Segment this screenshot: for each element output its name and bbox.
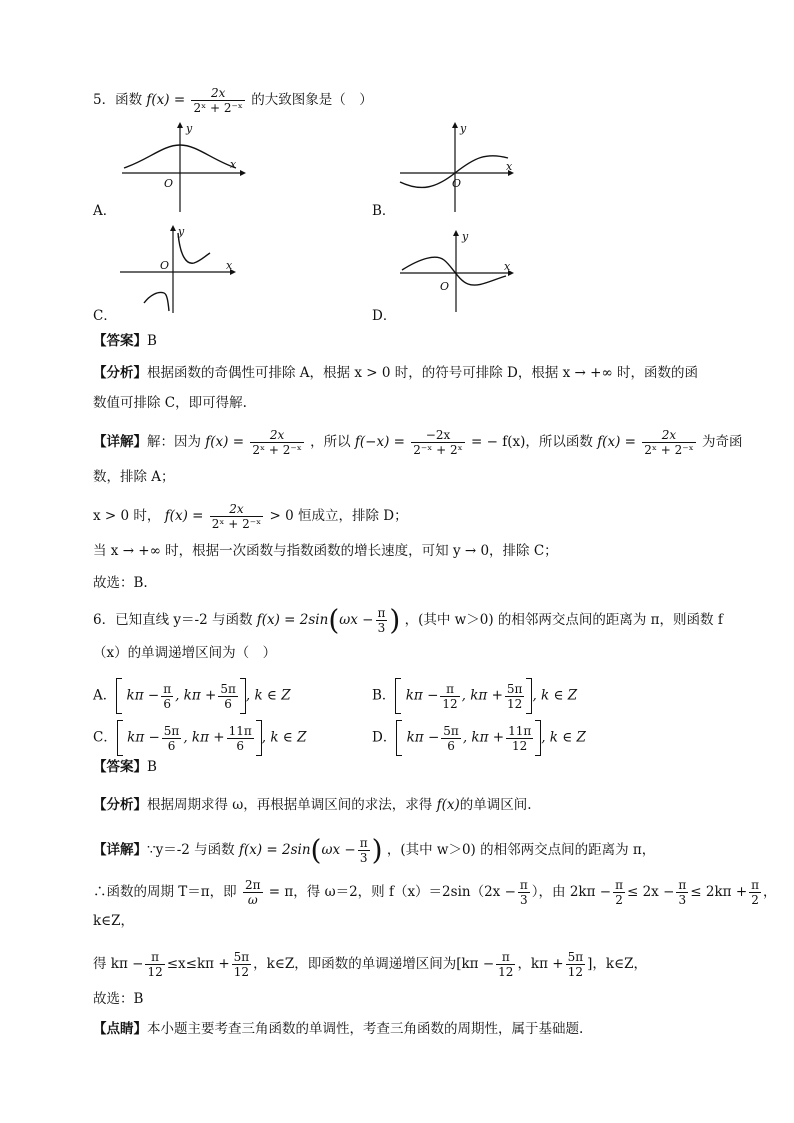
q6-stem-line1: 6．已知直线 y＝-2 与函数 f(x) = 2sin(ωx − $\frac{\pi}{3}$ ) ，(其中 w＞0) 的相邻两交点间的距离为 π，则函数 f (93, 603, 723, 637)
q5-graph-c (118, 225, 248, 317)
q5-detail-line3: x > 0 时， f(x) = $\frac{2x}{\text{2ˣ + 2⁻ˣ}}$ > 0 恒成立，排除 D； (93, 502, 408, 531)
q5-detail-line5: 故选：B. (93, 575, 148, 591)
svg-text:y: y (178, 225, 185, 238)
q5-option-c-label[interactable]: C． (93, 308, 117, 324)
svg-text:O: O (440, 280, 450, 293)
svg-text:x: x (230, 158, 237, 171)
q6-detail-line5: 故选：B (93, 991, 144, 1007)
svg-text:x: x (504, 260, 511, 273)
q5-answer: 【答案】B (93, 333, 157, 349)
q6-analysis: 【分析】根据周期求得 ω，再根据单调区间的求法，求得 f(x)的单调区间. (93, 797, 532, 813)
svg-text:O: O (164, 177, 174, 190)
q5-detail-line2: 数，排除 A； (93, 469, 175, 485)
svg-text:O: O (452, 177, 462, 190)
svg-text:x: x (226, 259, 233, 272)
q5-graph-d (396, 228, 526, 316)
q6-detail-line2: ∴函数的周期 T＝π，即 $\frac{2\pi}{\omega}$ = π，得 ω＝2，则 f（x）＝2sin（2x − $\frac{\pi}{3}$ ），由 2kπ − $\frac{\pi}{2}$ ≤ 2x − $\frac{\pi}{3}$ ≤ 2kπ + $\frac{\pi}{2}$ ， (93, 878, 777, 907)
svg-text:x: x (506, 160, 513, 173)
svg-text:y: y (462, 230, 469, 243)
q5-detail-line4: 当 x → +∞ 时，根据一次函数与指数函数的增长速度，可知 y → 0，排除 C； (93, 543, 558, 559)
q6-detail-line4: 得 kπ − $\frac{\pi}{12}$ ≤x≤kπ + $\frac{5\pi}{12}$ ，k∈Z，即函数的单调递增区间为[kπ − $\frac{\pi}{12}$ ，kπ + $\frac{5\pi}{12}$ ]，k∈Z， (93, 950, 647, 979)
q5-option-a-label[interactable]: A． (93, 203, 117, 219)
q6-option-d[interactable]: D． kπ − $\frac{5\pi}{6}$ , kπ + $\frac{11\pi}{12}$ , k ∈ Z (372, 720, 586, 756)
q5-analysis-line1: 【分析】根据函数的奇偶性可排除 A，根据 x > 0 时，的符号可排除 D，根据 x → +∞ 时，函数的函 (93, 365, 698, 381)
svg-text:y: y (460, 122, 467, 135)
q5-analysis-line2: 数值可排除 C，即可得解. (93, 395, 247, 411)
q5-stem: 5．函数 f(x) = $\frac{2x}{\text{2ˣ + 2⁻ˣ}}$ 的大致图象是（ ） (93, 86, 373, 115)
svg-text:O: O (160, 259, 170, 272)
q6-detail-line3: k∈Z， (93, 913, 135, 929)
q5-func-fraction: $\frac{2x}{\text{2ˣ + 2⁻ˣ}}$ (193, 86, 243, 115)
q6-option-c[interactable]: C． kπ − $\frac{5\pi}{6}$ , kπ + $\frac{11\pi}{6}$ , k ∈ Z (93, 720, 306, 756)
q6-remark: 【点睛】本小题主要考查三角函数的单调性，考查三角函数的周期性，属于基础题. (93, 1021, 584, 1037)
q6-detail-line1: 【详解】∵y＝-2 与函数 f(x) = 2sin(ωx − $\frac{\pi}{3}$ ) ，(其中 w＞0) 的相邻两交点间的距离为 π， (93, 833, 656, 867)
q6-answer: 【答案】B (93, 759, 157, 775)
q5-graph-a (118, 120, 248, 215)
q6-option-a[interactable]: A． kπ − $\frac{\pi}{6}$ , kπ + $\frac{5\pi}{6}$ , k ∈ Z (93, 678, 291, 714)
q6-option-b[interactable]: B． kπ − $\frac{\pi}{12}$ , kπ + $\frac{5\pi}{12}$ , k ∈ Z (372, 678, 577, 714)
q5-graph-b (396, 120, 526, 215)
svg-text:y: y (186, 122, 193, 135)
q5-detail-line1: 【详解】解：因为 f(x) = $\frac{2x}{\text{2ˣ + 2⁻ˣ}}$ ，所以 f(−x) = $\frac{-2x}{\text{2⁻ˣ + 2ˣ}}$ = − f(x)，所以函数 f(x) = $\frac{2x}{\text{2ˣ + 2⁻ˣ}}$ 为奇函 (93, 428, 743, 457)
q6-stem-line2: （x）的单调递增区间为（ ） (93, 645, 277, 661)
q5-option-b-label[interactable]: B． (372, 203, 396, 219)
q5-option-d-label[interactable]: D． (372, 308, 397, 324)
